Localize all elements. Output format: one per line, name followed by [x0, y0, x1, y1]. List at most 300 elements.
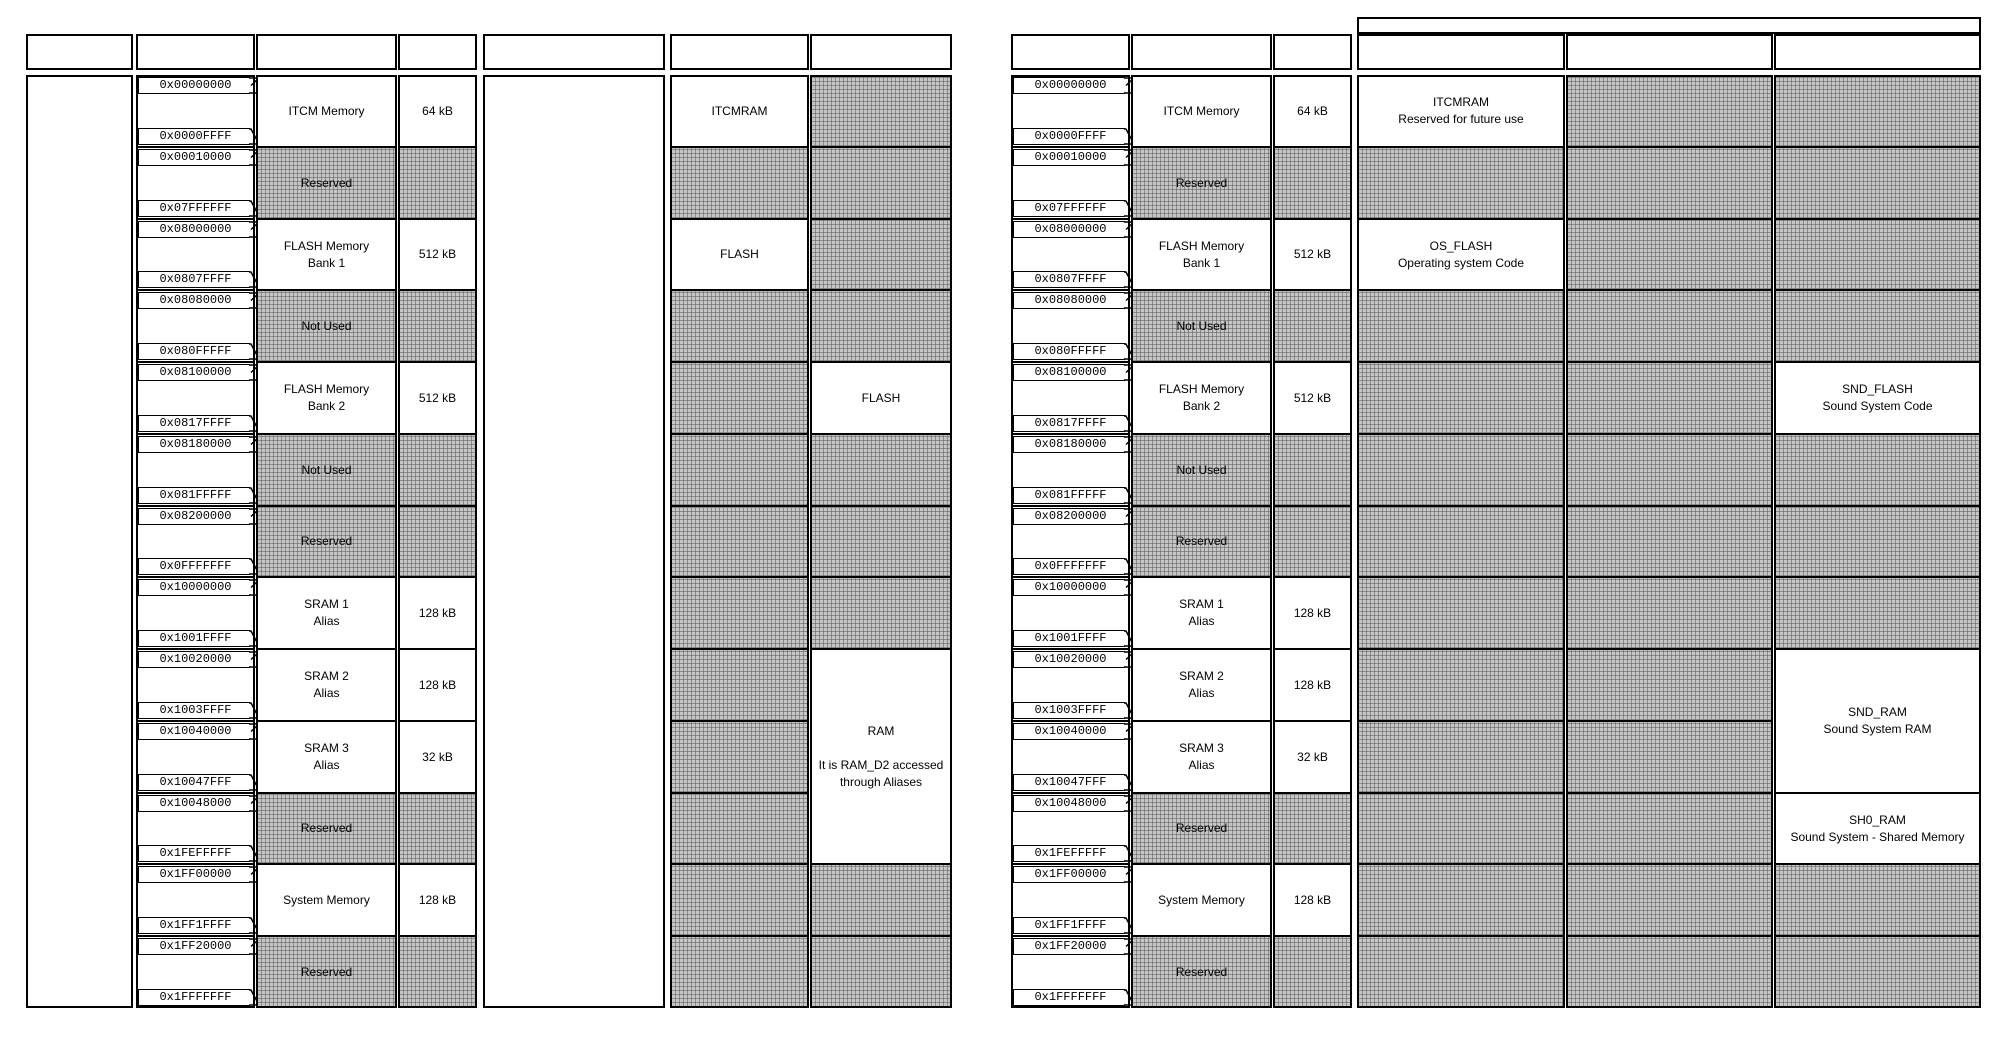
address-text: 0x0FFFFFFF [138, 558, 250, 575]
cm4-sound-unused [1774, 577, 1981, 649]
address-text: 0x1003FFFF [138, 702, 250, 719]
address-text: 0x1FFFFFFF [1013, 989, 1125, 1006]
cm7-os-unused [1357, 147, 1565, 219]
cm7-linker-unused [670, 864, 809, 936]
start-address [1013, 866, 1135, 883]
description-text: Reserved [1175, 964, 1228, 979]
end-address [138, 558, 260, 575]
cm7-app-unused [1566, 362, 1773, 434]
size-cell [1273, 219, 1352, 290]
end-address [1013, 128, 1135, 145]
address-text: 0x10000000 [1013, 579, 1125, 596]
description-text: SRAM 2 Alias [1179, 669, 1224, 700]
address-text: 0x081FFFFF [1013, 487, 1125, 504]
address-text: 0x10047FFF [138, 774, 250, 791]
cm7-linker-block [670, 219, 809, 290]
description-text: FLASH Memory Bank 2 [283, 382, 370, 413]
size-cell [398, 219, 477, 290]
cm7-os-unused [1357, 434, 1565, 506]
address-text: 0x0000FFFF [138, 128, 250, 145]
address-cell [136, 936, 255, 1008]
cm7-app-unused [1566, 864, 1773, 936]
cm4-linker-block [810, 362, 952, 434]
start-address [1013, 938, 1135, 955]
cm4-sound-block [1774, 793, 1981, 864]
cm4-sound-block [1774, 649, 1981, 793]
address-text: 0x08000000 [1013, 221, 1125, 238]
description-text: Not Used [1176, 318, 1227, 333]
right-table-title [1357, 17, 1981, 34]
address-cell [1011, 936, 1130, 1008]
description-cell [1131, 290, 1272, 362]
address-text: 0x0FFFFFFF [1013, 558, 1125, 575]
address-cell [136, 75, 255, 147]
description-text: System Memory [1158, 892, 1245, 907]
address-text: 0x10000000 [138, 579, 250, 596]
cm7-linker-unused [670, 721, 809, 793]
cm7-os-unused [1357, 936, 1565, 1008]
block-label: ITCMRAM Reserved for future use [1398, 95, 1524, 126]
address-text: 0x08000000 [138, 221, 250, 238]
address-text: 0x10048000 [138, 795, 250, 812]
address-text: 0x08100000 [138, 364, 250, 381]
address-text: 0x10020000 [138, 651, 250, 668]
address-text: 0x07FFFFFF [138, 200, 250, 217]
cm7-app-unused [1566, 577, 1773, 649]
start-address [1013, 149, 1135, 166]
description-cell [1131, 75, 1272, 147]
header-cm7-os [1357, 34, 1565, 70]
description-text: SRAM 1 Alias [304, 597, 349, 628]
start-address [138, 866, 260, 883]
address-text: 0x1FF00000 [138, 866, 250, 883]
address-text: 0x10048000 [1013, 795, 1125, 812]
address-cell [1011, 721, 1130, 793]
size-text: 32 kB [1297, 749, 1328, 764]
start-address [138, 723, 260, 740]
address-cell [136, 793, 255, 864]
address-cell [136, 290, 255, 362]
header-cm4-linker [810, 34, 952, 70]
address-text: 0x08180000 [138, 436, 250, 453]
start-address [138, 221, 260, 238]
size-cell [1273, 793, 1352, 864]
start-address [1013, 77, 1135, 94]
cm7-app-unused [1566, 147, 1773, 219]
description-cell [1131, 864, 1272, 936]
address-text: 0x08080000 [1013, 292, 1125, 309]
description-text: ITCM Memory [1163, 103, 1240, 118]
cm4-sound-unused [1774, 864, 1981, 936]
size-text: 512 kB [418, 390, 457, 405]
end-address [1013, 702, 1135, 719]
start-address [138, 364, 260, 381]
size-text: 128 kB [418, 605, 457, 620]
cm4-sound-block [1774, 362, 1981, 434]
end-address [1013, 343, 1135, 360]
address-text: 0x10040000 [1013, 723, 1125, 740]
cm4-linker-unused [810, 290, 952, 362]
address-text: 0x1FF1FFFF [1013, 917, 1125, 934]
end-address [138, 630, 260, 647]
size-text: 128 kB [418, 892, 457, 907]
cm7-app-unused [1566, 649, 1773, 721]
header-description-right [1131, 34, 1272, 70]
cm7-os-unused [1357, 577, 1565, 649]
description-cell [1131, 721, 1272, 793]
size-text: 128 kB [1293, 892, 1332, 907]
start-address [1013, 292, 1135, 309]
header-size [398, 34, 477, 70]
address-text: 0x0807FFFF [138, 271, 250, 288]
size-cell [1273, 147, 1352, 219]
start-address [1013, 508, 1135, 525]
end-address [1013, 774, 1135, 791]
cm4-sound-unused [1774, 290, 1981, 362]
cm7-app-unused [1566, 721, 1773, 793]
end-address [1013, 630, 1135, 647]
description-cell [256, 506, 397, 577]
address-text: 0x0807FFFF [1013, 271, 1125, 288]
cm4-linker-unused [810, 434, 952, 506]
address-cell [1011, 362, 1130, 434]
address-text: 0x0817FFFF [1013, 415, 1125, 432]
address-cell [1011, 577, 1130, 649]
end-address [1013, 558, 1135, 575]
size-cell [1273, 434, 1352, 506]
address-cell [1011, 219, 1130, 290]
description-text: SRAM 3 Alias [304, 741, 349, 772]
size-text: 512 kB [418, 247, 457, 261]
cm7-linker-unused [670, 577, 809, 649]
description-cell [1131, 577, 1272, 649]
start-address [138, 436, 260, 453]
address-cell [136, 362, 255, 434]
cm4-sound-unused [1774, 147, 1981, 219]
end-address [138, 128, 260, 145]
size-cell [398, 793, 477, 864]
size-cell [1273, 290, 1352, 362]
region-cell-code [26, 75, 133, 1008]
end-address [138, 200, 260, 217]
cm4-linker-unused [810, 506, 952, 577]
block-label: ITCMRAM [711, 103, 768, 118]
start-address [138, 651, 260, 668]
start-address [1013, 651, 1135, 668]
cm7-app-unused [1566, 219, 1773, 290]
description-text: ITCM Memory [288, 103, 365, 118]
cm7-os-unused [1357, 649, 1565, 721]
start-address [138, 938, 260, 955]
cm7-os-unused [1357, 793, 1565, 864]
description-cell [256, 75, 397, 147]
size-cell [1273, 577, 1352, 649]
cm7-linker-unused [670, 147, 809, 219]
address-cell [136, 434, 255, 506]
start-address [1013, 364, 1135, 381]
size-cell [398, 721, 477, 793]
header-size-right [1273, 34, 1352, 70]
header-address [136, 34, 255, 70]
address-cell [136, 864, 255, 936]
header-region [26, 34, 133, 70]
description-cell [256, 721, 397, 793]
end-address [1013, 487, 1135, 504]
cm7-os-unused [1357, 721, 1565, 793]
size-cell [1273, 864, 1352, 936]
address-text: 0x1FF1FFFF [138, 917, 250, 934]
default-config-cell [483, 75, 665, 1008]
address-text: 0x0000FFFF [1013, 128, 1125, 145]
start-address [1013, 579, 1135, 596]
size-cell [398, 147, 477, 219]
size-text: 512 kB [1293, 247, 1332, 261]
header-description [256, 34, 397, 70]
address-cell [136, 147, 255, 219]
cm4-linker-block [810, 649, 952, 864]
start-address [138, 149, 260, 166]
size-cell [398, 649, 477, 721]
description-text: SRAM 3 Alias [1179, 741, 1224, 772]
size-cell [1273, 936, 1352, 1008]
block-label: SND_FLASH Sound System Code [1822, 382, 1933, 413]
description-cell [256, 219, 397, 290]
address-text: 0x1001FFFF [138, 630, 250, 647]
address-text: 0x10020000 [1013, 651, 1125, 668]
address-cell [1011, 506, 1130, 577]
block-label: FLASH [720, 247, 759, 261]
end-address [138, 989, 260, 1006]
header-cm7-linker [670, 34, 809, 70]
size-cell [1273, 506, 1352, 577]
address-text: 0x1FF20000 [1013, 938, 1125, 955]
end-address [138, 415, 260, 432]
header-cm7-app [1566, 34, 1773, 70]
header-default-config [483, 34, 665, 70]
description-text: SRAM 1 Alias [1179, 597, 1224, 628]
cm7-app-unused [1566, 290, 1773, 362]
size-text: 64 kB [422, 103, 453, 118]
description-cell [1131, 434, 1272, 506]
size-cell [398, 506, 477, 577]
cm7-os-unused [1357, 864, 1565, 936]
size-cell [398, 362, 477, 434]
end-address [138, 702, 260, 719]
description-text: Reserved [1175, 821, 1228, 835]
description-text: Not Used [301, 318, 352, 333]
start-address [138, 579, 260, 596]
description-text: System Memory [283, 892, 370, 907]
cm4-sound-unused [1774, 219, 1981, 290]
block-label: FLASH [861, 390, 901, 405]
address-cell [136, 506, 255, 577]
cm7-os-unused [1357, 506, 1565, 577]
end-address [138, 917, 260, 934]
address-text: 0x00010000 [138, 149, 250, 166]
size-cell [1273, 649, 1352, 721]
cm4-linker-unused [810, 219, 952, 290]
cm4-linker-unused [810, 147, 952, 219]
description-text: Reserved [1175, 175, 1228, 190]
cm7-linker-block [670, 75, 809, 147]
description-text: Not Used [1176, 462, 1227, 477]
address-text: 0x00010000 [1013, 149, 1125, 166]
size-text: 512 kB [1293, 390, 1332, 405]
end-address [1013, 415, 1135, 432]
description-cell [256, 434, 397, 506]
address-text: 0x08080000 [138, 292, 250, 309]
description-cell [1131, 362, 1272, 434]
description-text: Reserved [300, 821, 353, 835]
cm4-linker-unused [810, 864, 952, 936]
description-cell [1131, 793, 1272, 864]
cm7-linker-unused [670, 434, 809, 506]
address-text: 0x080FFFFF [138, 343, 250, 360]
description-cell [256, 649, 397, 721]
block-label: OS_FLASH Operating system Code [1397, 238, 1525, 270]
block-label: SH0_RAM Sound System - Shared Memory [1790, 812, 1965, 844]
size-text: 64 kB [1297, 103, 1328, 118]
address-text: 0x1FEFFFFF [138, 845, 250, 862]
cm7-linker-unused [670, 793, 809, 864]
address-cell [136, 577, 255, 649]
size-cell [398, 434, 477, 506]
cm7-app-unused [1566, 506, 1773, 577]
cm4-sound-unused [1774, 936, 1981, 1008]
description-cell [256, 362, 397, 434]
cm4-sound-unused [1774, 434, 1981, 506]
cm4-linker-unused [810, 577, 952, 649]
cm4-sound-unused [1774, 506, 1981, 577]
end-address [138, 845, 260, 862]
cm7-linker-unused [670, 649, 809, 721]
block-label: SND_RAM Sound System RAM [1823, 705, 1932, 736]
description-text: SRAM 2 Alias [304, 669, 349, 700]
description-text: Not Used [301, 462, 352, 477]
address-cell [1011, 864, 1130, 936]
address-text: 0x1FEFFFFF [1013, 845, 1125, 862]
end-address [1013, 845, 1135, 862]
cm7-linker-unused [670, 290, 809, 362]
description-text: FLASH Memory Bank 1 [1158, 238, 1245, 270]
start-address [1013, 723, 1135, 740]
size-cell [1273, 721, 1352, 793]
address-text: 0x1003FFFF [1013, 702, 1125, 719]
size-text: 128 kB [418, 677, 457, 692]
cm4-linker-unused [810, 936, 952, 1008]
size-cell [398, 75, 477, 147]
cm4-sound-unused [1774, 75, 1981, 147]
description-cell [256, 936, 397, 1008]
address-text: 0x0817FFFF [138, 415, 250, 432]
end-address [138, 271, 260, 288]
description-text: Reserved [1175, 534, 1228, 548]
address-cell [1011, 147, 1130, 219]
address-text: 0x08200000 [138, 508, 250, 525]
cm7-linker-unused [670, 506, 809, 577]
header-address-right [1011, 34, 1130, 70]
end-address [138, 774, 260, 791]
size-cell [398, 290, 477, 362]
end-address [1013, 917, 1135, 934]
description-cell [1131, 649, 1272, 721]
size-cell [1273, 75, 1352, 147]
end-address [1013, 271, 1135, 288]
address-text: 0x10040000 [138, 723, 250, 740]
cm7-os-block [1357, 219, 1565, 290]
block-label: RAM It is RAM_D2 accessed through Aliases [818, 723, 944, 789]
cm7-os-unused [1357, 290, 1565, 362]
address-text: 0x10047FFF [1013, 774, 1125, 791]
address-text: 0x08100000 [1013, 364, 1125, 381]
address-cell [136, 649, 255, 721]
description-cell [256, 290, 397, 362]
start-address [138, 77, 260, 94]
cm4-linker-unused [810, 75, 952, 147]
size-text: 128 kB [1293, 677, 1332, 692]
cm7-linker-unused [670, 362, 809, 434]
address-text: 0x00000000 [138, 77, 250, 94]
address-cell [1011, 75, 1130, 147]
start-address [1013, 221, 1135, 238]
size-text: 32 kB [422, 749, 453, 764]
address-cell [1011, 793, 1130, 864]
description-text: Reserved [300, 175, 353, 190]
cm7-os-unused [1357, 362, 1565, 434]
description-cell [1131, 219, 1272, 290]
size-cell [1273, 362, 1352, 434]
description-cell [1131, 936, 1272, 1008]
address-text: 0x1FF00000 [1013, 866, 1125, 883]
description-text: FLASH Memory Bank 1 [283, 238, 370, 270]
address-cell [1011, 649, 1130, 721]
start-address [1013, 795, 1135, 812]
size-cell [398, 577, 477, 649]
address-cell [1011, 290, 1130, 362]
end-address [138, 343, 260, 360]
description-cell [1131, 506, 1272, 577]
description-cell [256, 577, 397, 649]
description-text: Reserved [300, 534, 353, 548]
address-text: 0x1FF20000 [138, 938, 250, 955]
description-cell [256, 147, 397, 219]
start-address [138, 795, 260, 812]
address-text: 0x07FFFFFF [1013, 200, 1125, 217]
cm7-linker-unused [670, 936, 809, 1008]
end-address [1013, 989, 1135, 1006]
address-text: 0x081FFFFF [138, 487, 250, 504]
address-text: 0x00000000 [1013, 77, 1125, 94]
start-address [1013, 436, 1135, 453]
description-cell [256, 864, 397, 936]
cm7-app-unused [1566, 75, 1773, 147]
cm7-app-unused [1566, 936, 1773, 1008]
address-text: 0x08180000 [1013, 436, 1125, 453]
address-text: 0x08200000 [1013, 508, 1125, 525]
address-text: 0x1FFFFFFF [138, 989, 250, 1006]
start-address [138, 508, 260, 525]
cm7-app-unused [1566, 793, 1773, 864]
cm7-os-block [1357, 75, 1565, 147]
description-cell [1131, 147, 1272, 219]
address-cell [1011, 434, 1130, 506]
address-cell [136, 721, 255, 793]
start-address [138, 292, 260, 309]
description-cell [256, 793, 397, 864]
address-text: 0x080FFFFF [1013, 343, 1125, 360]
description-text: FLASH Memory Bank 2 [1158, 382, 1245, 413]
address-text: 0x1001FFFF [1013, 630, 1125, 647]
